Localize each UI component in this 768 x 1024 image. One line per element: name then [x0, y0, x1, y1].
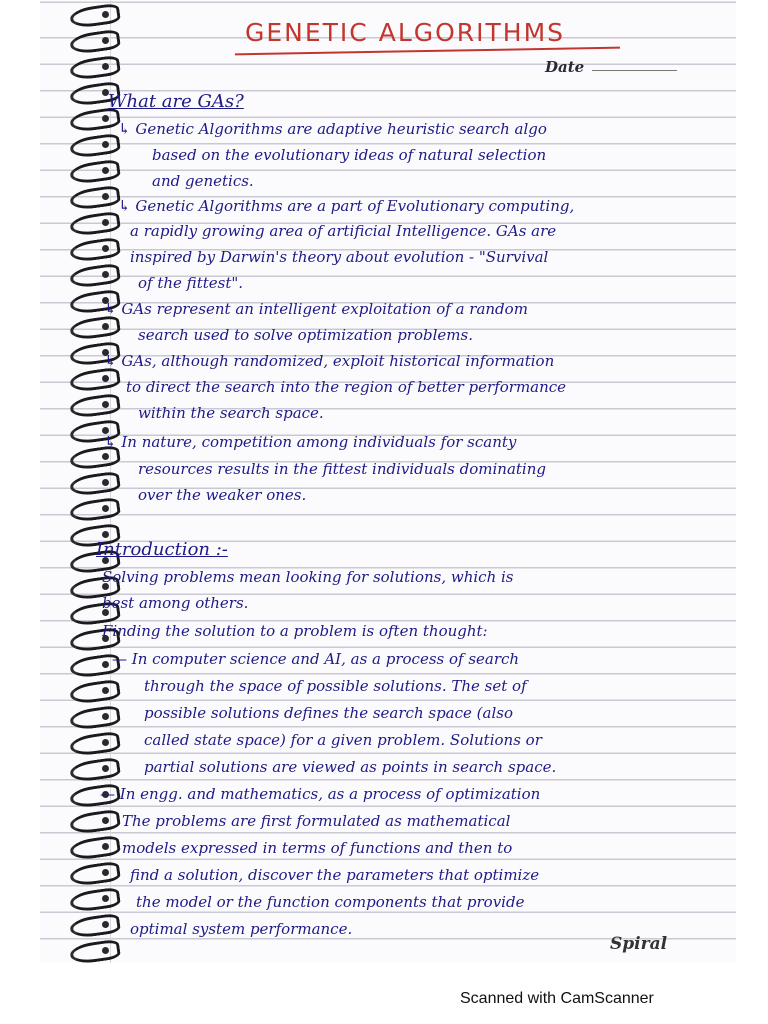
binding-hole	[102, 479, 109, 486]
notebook-page	[40, 0, 736, 963]
note-line	[118, 120, 547, 138]
note-line: over the weaker ones.	[138, 486, 307, 504]
date-line	[592, 70, 677, 71]
note-line: called state space) for a given problem. Solutions or	[144, 731, 542, 749]
spiral-ring	[69, 159, 121, 186]
section-heading-introduction: Introduction :-	[96, 539, 228, 560]
spiral-ring	[69, 835, 121, 862]
binding-hole	[102, 843, 109, 850]
note-line: ↳ In nature, competition among individuals for scanty	[104, 433, 517, 451]
note-line: Solving problems mean looking for solutions, which is	[102, 568, 514, 586]
spiral-ring	[69, 679, 121, 706]
spiral-ring	[69, 497, 121, 524]
note-line: ↳ Genetic Algorithms are a part of Evolutionary computing,	[118, 197, 575, 215]
spiral-ring	[69, 393, 121, 420]
binding-hole	[102, 531, 109, 538]
note-line: the model or the function components that provide	[136, 893, 525, 911]
binding-hole	[102, 271, 109, 278]
binding-hole	[102, 375, 109, 382]
binding-hole	[102, 11, 109, 18]
section-heading-what-are-gas: What are GAs?	[108, 91, 244, 112]
spiral-ring	[69, 471, 121, 498]
binding-hole	[102, 167, 109, 174]
spiral-notebook-logo: Spiral	[610, 934, 668, 954]
spiral-ring	[69, 757, 121, 784]
spiral-ring	[69, 861, 121, 888]
spiral-ring	[69, 55, 121, 82]
note-line: Finding the solution to a problem is often thought:	[102, 622, 488, 640]
binding-hole	[102, 713, 109, 720]
note-line: resources results in the fittest individuals dominating	[138, 460, 546, 478]
binding-hole	[102, 453, 109, 460]
spiral-ring	[69, 263, 121, 290]
note-line: best among others.	[102, 594, 249, 612]
spiral-ring	[69, 29, 121, 56]
binding-hole	[102, 687, 109, 694]
note-line: search used to solve optimization problems.	[138, 326, 473, 344]
binding-hole	[102, 219, 109, 226]
note-line: a rapidly growing area of artificial Intelligence. GAs are	[130, 222, 557, 240]
page-title: GENETIC ALGORITHMS	[245, 18, 566, 47]
note-line: — In engg. and mathematics, as a process of optimization	[100, 785, 541, 803]
spiral-ring	[69, 809, 121, 836]
binding-hole	[102, 37, 109, 44]
spiral-ring	[69, 237, 121, 264]
spiral-ring	[69, 939, 121, 963]
note-line: of the fittest".	[138, 274, 244, 292]
note-line: — In computer science and AI, as a process of search	[112, 650, 520, 668]
note-line: ↳ GAs, although randomized, exploit historical information	[104, 352, 555, 370]
note-line: through the space of possible solutions. The set of	[144, 677, 527, 695]
spiral-ring	[69, 731, 121, 758]
spiral-ring	[69, 705, 121, 732]
binding-hole	[102, 817, 109, 824]
note-line-text: ↳ Genetic Algorithms are adaptive heuristic search algo	[118, 120, 547, 138]
binding-hole	[102, 895, 109, 902]
binding-hole	[102, 505, 109, 512]
note-line: inspired by Darwin's theory about evolution - "Survival	[130, 248, 549, 266]
note-line: The problems are first formulated as mathematical	[122, 812, 511, 830]
note-line: optimal system performance.	[130, 920, 353, 938]
spiral-ring	[69, 3, 121, 30]
spiral-ring	[69, 887, 121, 914]
note-line: to direct the search into the region of better performance	[126, 378, 567, 396]
binding-hole	[102, 115, 109, 122]
binding-hole	[102, 63, 109, 70]
binding-hole	[102, 947, 109, 954]
note-line: and genetics.	[152, 172, 254, 190]
date-label: Date	[545, 58, 585, 76]
binding-hole	[102, 921, 109, 928]
note-line: within the search space.	[138, 404, 324, 422]
spiral-ring	[69, 133, 121, 160]
spiral-ring	[69, 913, 121, 940]
binding-hole	[102, 141, 109, 148]
note-line: based on the evolutionary ideas of natural selection	[152, 146, 547, 164]
note-line: find a solution, discover the parameters that optimize	[130, 866, 540, 884]
note-line: ↳ GAs represent an intelligent exploitation of a random	[104, 300, 528, 318]
binding-hole	[102, 661, 109, 668]
spiral-ring	[69, 315, 121, 342]
spiral-ring	[69, 367, 121, 394]
title-underline	[235, 47, 620, 56]
note-line: models expressed in terms of functions and then to	[122, 839, 513, 857]
note-line: possible solutions defines the search space (also	[144, 704, 513, 722]
binding-hole	[102, 765, 109, 772]
binding-hole	[102, 401, 109, 408]
spiral-ring	[69, 211, 121, 238]
spiral-binding	[40, 0, 110, 963]
spiral-ring	[69, 185, 121, 212]
scanner-watermark: Scanned with CamScanner	[460, 990, 654, 1007]
note-line: partial solutions are viewed as points in search space.	[144, 758, 557, 776]
binding-hole	[102, 869, 109, 876]
binding-hole	[102, 245, 109, 252]
binding-hole	[102, 193, 109, 200]
binding-hole	[102, 739, 109, 746]
binding-hole	[102, 323, 109, 330]
